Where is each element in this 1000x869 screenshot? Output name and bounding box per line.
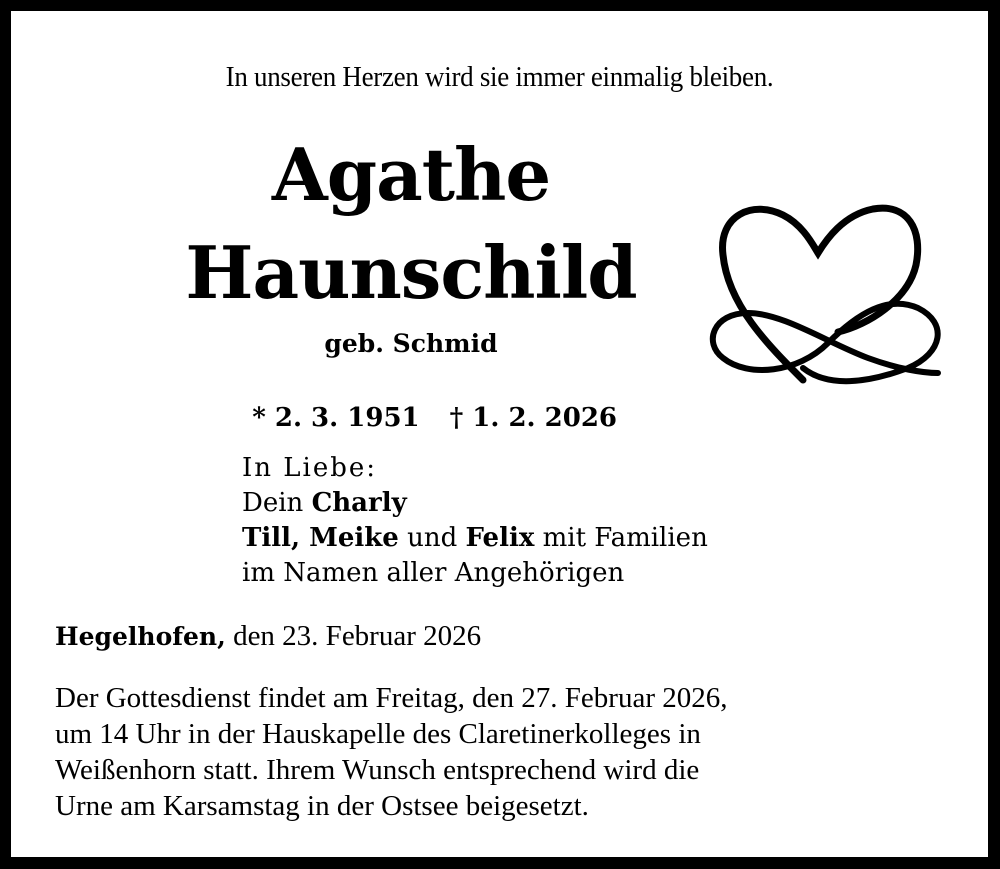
family-line-children: Till, Meike und Felix mit Familien	[242, 523, 708, 553]
service-line: um 14 Uhr in der Hauskapelle des Claretinerkolleges in	[55, 718, 701, 750]
family-line-relatives: im Namen aller Angehörigen	[242, 558, 625, 588]
family-line-partner: Dein Charly	[242, 488, 407, 518]
maiden-name: geb. Schmid	[324, 329, 498, 358]
first-name: Agathe	[271, 132, 551, 217]
birth-date: * 2. 3. 1951	[252, 403, 420, 433]
service-line: Urne am Karsamstag in der Ostsee beigesetzt.	[55, 790, 589, 822]
notice-date: den 23. Februar 2026	[225, 620, 482, 652]
service-line: Weißenhorn statt. Ihrem Wunsch entsprechend wird die	[55, 754, 700, 786]
heart-infinity-icon	[708, 195, 948, 385]
last-name: Haunschild	[185, 230, 637, 315]
place-date	[55, 620, 481, 653]
partner-name: Charly	[311, 488, 407, 518]
death-date: † 1. 2. 2026	[449, 403, 618, 433]
motto: In unseren Herzen wird sie immer einmalig bleiben.	[225, 61, 774, 93]
place-name: Hegelhofen,	[55, 622, 226, 651]
service-line: Der Gottesdienst findet am Freitag, den 27. Februar 2026,	[55, 682, 728, 714]
life-dates	[216, 373, 617, 463]
obituary-notice	[11, 11, 988, 857]
family-signature	[242, 451, 708, 591]
service-info	[55, 680, 955, 824]
family-intro: In Liebe:	[242, 453, 378, 483]
